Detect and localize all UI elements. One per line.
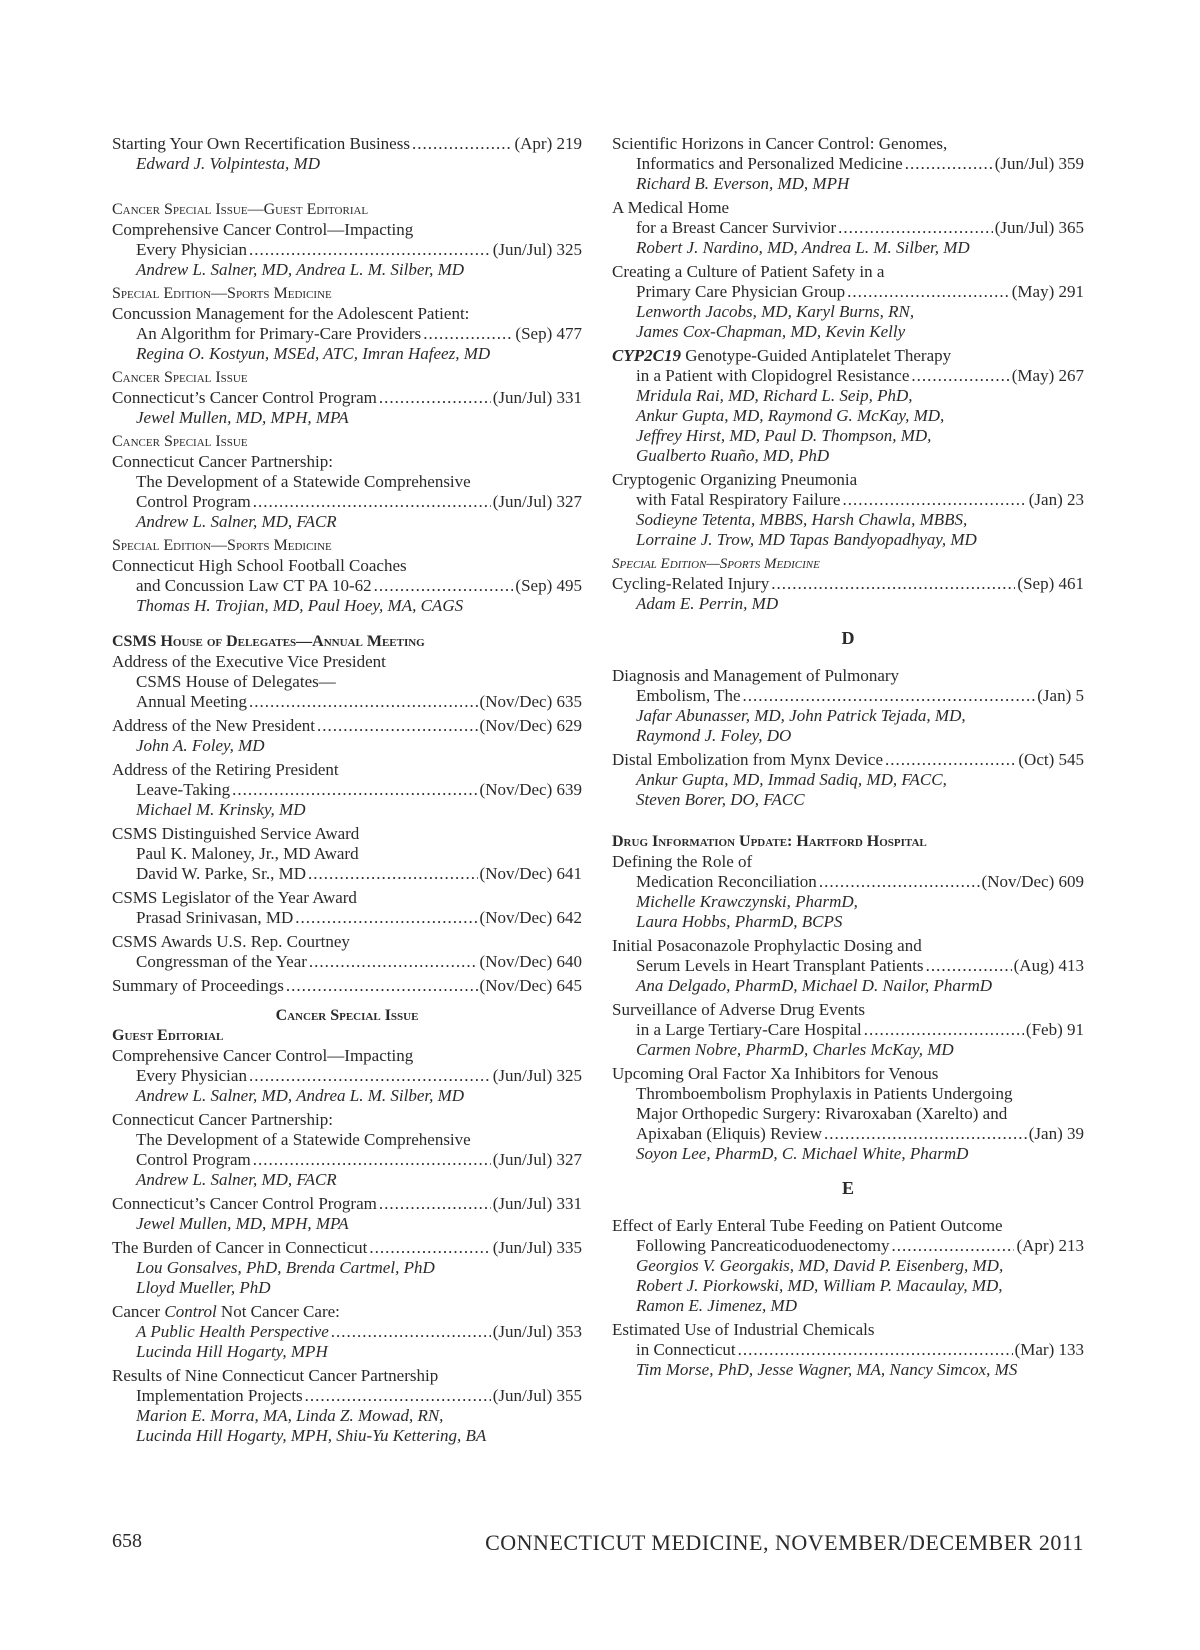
entry-title-cont: Paul K. Maloney, Jr., MD Award: [136, 844, 359, 863]
index-entry: [612, 346, 1084, 466]
index-entry: [612, 134, 1084, 194]
entry-title: Initial Posaconazole Prophylactic Dosing and: [612, 936, 922, 955]
index-entry: [612, 470, 1084, 550]
index-entry: [112, 716, 582, 756]
entry-authors: Laura Hobbs, PharmD, BCPS: [636, 912, 843, 931]
entry-title-cont: Congressman of the Year: [136, 952, 307, 971]
left-column: [112, 134, 582, 1450]
section-label: Cancer Special Issue: [112, 369, 248, 386]
entry-page: (Sep) 477: [515, 324, 582, 343]
section-label: Special Edition—Sports Medicine: [612, 556, 820, 572]
entry-authors: Raymond J. Foley, DO: [636, 726, 792, 745]
entry-title-cont: Implementation Projects: [136, 1386, 303, 1405]
entry-title-cont: An Algorithm for Primary-Care Providers: [136, 324, 422, 343]
entry-title: Address of the Retiring President: [112, 760, 339, 779]
entry-authors: Lenworth Jacobs, MD, Karyl Burns, RN,: [636, 302, 915, 321]
entry-authors: Mridula Rai, MD, Richard L. Seip, PhD,: [636, 386, 913, 405]
entry-authors: Sodieyne Tetenta, MBBS, Harsh Chawla, MBBS,: [636, 510, 968, 529]
entry-title: Effect of Early Enteral Tube Feeding on Patient Outcome: [612, 1216, 1003, 1235]
entry-title-cont: Leave-Taking: [136, 780, 231, 799]
entry-authors: Lloyd Mueller, PhD: [136, 1278, 271, 1297]
section-heading: CSMS House of Delegates—Annual Meeting: [112, 633, 425, 650]
entry-title: Concussion Management for the Adolescent Patient:: [112, 304, 470, 323]
entry-title-cont: Apixaban (Eliquis) Review: [636, 1124, 823, 1143]
entry-title-cont: in a Large Tertiary-Care Hospital: [636, 1020, 862, 1039]
entry-authors: Thomas H. Trojian, MD, Paul Hoey, MA, CAGS: [136, 596, 464, 615]
entry-title: A Medical Home: [612, 198, 730, 217]
index-entry: [612, 936, 1084, 996]
index-entry: [112, 652, 582, 712]
index-entry: [612, 852, 1084, 932]
entry-authors: Tim Morse, PhD, Jesse Wagner, MA, Nancy Simcox, MS: [636, 1360, 1018, 1379]
index-entry: [112, 1238, 582, 1298]
index-entry: [112, 932, 582, 972]
entry-authors: Richard B. Everson, MD, MPH: [636, 174, 850, 193]
entry-authors: Jewel Mullen, MD, MPH, MPA: [136, 1214, 349, 1233]
entry-title: Creating a Culture of Patient Safety in a: [612, 262, 885, 281]
entry-authors: Jeffrey Hirst, MD, Paul D. Thompson, MD,: [636, 426, 932, 445]
entry-title: Connecticut’s Cancer Control Program: [112, 1194, 377, 1213]
entry-page: (Nov/Dec) 629: [479, 716, 582, 735]
entry-page: (Jun/Jul) 365: [994, 218, 1084, 237]
entry-page: (Jan) 39: [1028, 1124, 1084, 1143]
entry-authors: Adam E. Perrin, MD: [636, 594, 779, 613]
index-entry: [112, 556, 582, 616]
index-entry: [112, 976, 582, 996]
entry-authors: Ramon E. Jimenez, MD: [636, 1296, 797, 1315]
entry-authors: Ankur Gupta, MD, Raymond G. McKay, MD,: [636, 406, 945, 425]
index-entry: [112, 304, 582, 364]
entry-page: (May) 291: [1011, 282, 1084, 301]
entry-authors: Lorraine J. Trow, MD Tapas Bandyopadhyay, MD: [636, 530, 977, 549]
entry-authors: Robert J. Nardino, MD, Andrea L. M. Silber, MD: [636, 238, 970, 257]
index-entry: [612, 750, 1084, 810]
entry-page: (Jun/Jul) 335: [492, 1238, 582, 1257]
entry-authors: John A. Foley, MD: [136, 736, 265, 755]
entry-page: (Nov/Dec) 640: [479, 952, 582, 971]
entry-title-cont: Thromboembolism Prophylaxis in Patients Undergoing: [636, 1084, 1013, 1103]
entry-title: Results of Nine Connecticut Cancer Partnership: [112, 1366, 439, 1385]
index-entry: [112, 134, 582, 174]
entry-authors: Lou Gonsalves, PhD, Brenda Cartmel, PhD: [136, 1258, 435, 1277]
entry-title-cont: Control Program: [136, 492, 251, 511]
entry-page: (Jan) 5: [1037, 686, 1084, 705]
section-label: Cancer Special Issue—Guest Editorial: [112, 201, 369, 218]
entry-page: (Feb) 91: [1025, 1020, 1084, 1039]
index-entry: [112, 452, 582, 532]
index-entry: [112, 888, 582, 928]
entry-page: (Nov/Dec) 642: [479, 908, 582, 927]
entry-title-cont: A Public Health Perspective: [136, 1322, 329, 1341]
entry-page: (Jun/Jul) 353: [492, 1322, 582, 1341]
entry-authors: Marion E. Morra, MA, Linda Z. Mowad, RN,: [136, 1406, 444, 1425]
index-entry: [112, 1110, 582, 1190]
entry-title: Comprehensive Cancer Control—Impacting: [112, 220, 414, 239]
entry-authors: Andrew L. Salner, MD, FACR: [136, 1170, 337, 1189]
entry-authors: Andrew L. Salner, MD, FACR: [136, 512, 337, 531]
entry-title: Scientific Horizons in Cancer Control: Genomes,: [612, 134, 948, 153]
entry-authors: Ana Delgado, PharmD, Michael D. Nailor, PharmD: [636, 976, 993, 995]
page-number: 658: [112, 1530, 142, 1552]
entry-page: (Jun/Jul) 325: [492, 1066, 582, 1085]
right-column: [612, 134, 1084, 1384]
entry-page: (Jun/Jul) 325: [492, 240, 582, 259]
letter-heading: E: [841, 1178, 854, 1198]
entry-title-cont: and Concussion Law CT PA 10-62: [136, 576, 372, 595]
index-entry: [612, 1000, 1084, 1060]
entry-title: Comprehensive Cancer Control—Impacting: [112, 1046, 414, 1065]
entry-title: Diagnosis and Management of Pulmonary: [612, 666, 900, 685]
entry-authors: Georgios V. Georgakis, MD, David P. Eisenberg, MD,: [636, 1256, 1004, 1275]
entry-page: (Jun/Jul) 327: [492, 1150, 582, 1169]
entry-page: (Apr) 213: [1016, 1236, 1084, 1255]
entry-authors: Andrew L. Salner, MD, Andrea L. M. Silber, MD: [136, 1086, 465, 1105]
entry-authors: Jafar Abunasser, MD, John Patrick Tejada, MD,: [636, 706, 966, 725]
entry-authors: Soyon Lee, PharmD, C. Michael White, PharmD: [636, 1144, 969, 1163]
entry-title-cont: Medication Reconciliation: [636, 872, 817, 891]
entry-title-cont: Major Orthopedic Surgery: Rivaroxaban (Xarelto) and: [636, 1104, 1008, 1123]
entry-title: Connecticut Cancer Partnership:: [112, 452, 333, 471]
section-label: Special Edition—Sports Medicine: [112, 285, 332, 302]
index-entry: [112, 824, 582, 884]
entry-authors: Robert J. Piorkowski, MD, William P. Macaulay, MD,: [636, 1276, 1003, 1295]
index-entry: [612, 198, 1084, 258]
entry-page: (Sep) 461: [1017, 574, 1084, 593]
entry-title: CYP2C19 Genotype-Guided Antiplatelet Therapy: [612, 346, 952, 365]
entry-authors: Ankur Gupta, MD, Immad Sadiq, MD, FACC,: [636, 770, 947, 789]
entry-title-cont: David W. Parke, Sr., MD: [136, 864, 306, 883]
entry-authors: Steven Borer, DO, FACC: [636, 790, 805, 809]
index-entry: [612, 1320, 1084, 1380]
section-heading: Cancer Special Issue: [275, 1007, 419, 1024]
entry-title-cont: The Development of a Statewide Comprehensive: [136, 1130, 471, 1149]
entry-authors: Edward J. Volpintesta, MD: [136, 154, 320, 173]
entry-page: (Nov/Dec) 635: [479, 692, 582, 711]
entry-title: Cryptogenic Organizing Pneumonia: [612, 470, 858, 489]
entry-authors: Michael M. Krinsky, MD: [136, 800, 306, 819]
entry-title: Address of the Executive Vice President: [112, 652, 386, 671]
entry-title: CSMS Legislator of the Year Award: [112, 888, 357, 907]
entry-page: (Nov/Dec) 639: [479, 780, 582, 799]
entry-page: (Apr) 219: [514, 134, 582, 153]
index-entry: [612, 1216, 1084, 1316]
section-heading: Drug Information Update: Hartford Hospital: [612, 833, 927, 850]
section-label: Cancer Special Issue: [112, 433, 248, 450]
entry-title-cont: The Development of a Statewide Comprehensive: [136, 472, 471, 491]
entry-page: (Jun/Jul) 355: [492, 1386, 582, 1405]
entry-title: Estimated Use of Industrial Chemicals: [612, 1320, 875, 1339]
entry-title: Surveillance of Adverse Drug Events: [612, 1000, 866, 1019]
index-entry: [112, 1046, 582, 1106]
entry-page: (Jun/Jul) 359: [994, 154, 1084, 173]
entry-title-cont: for a Breast Cancer Survivior: [636, 218, 837, 237]
entry-page: (Mar) 133: [1014, 1340, 1084, 1359]
index-entry: [612, 574, 1084, 614]
index-entry: [612, 262, 1084, 342]
entry-title-cont: Following Pancreaticoduodenectomy: [636, 1236, 890, 1255]
entry-title-cont: Control Program: [136, 1150, 251, 1169]
entry-title: Summary of Proceedings: [112, 976, 284, 995]
entry-title-cont: Every Physician: [136, 1066, 247, 1085]
entry-page: (Jun/Jul) 331: [492, 388, 582, 407]
entry-title: Connecticut’s Cancer Control Program: [112, 388, 377, 407]
entry-authors: Andrew L. Salner, MD, Andrea L. M. Silber, MD: [136, 260, 465, 279]
entry-title: Cancer Control Not Cancer Care:: [112, 1302, 340, 1321]
index-entry: [612, 666, 1084, 746]
entry-authors: Jewel Mullen, MD, MPH, MPA: [136, 408, 349, 427]
entry-title: Upcoming Oral Factor Xa Inhibitors for Venous: [612, 1064, 939, 1083]
entry-title: CSMS Distinguished Service Award: [112, 824, 360, 843]
index-entry: [112, 1302, 582, 1362]
entry-authors: Regina O. Kostyun, MSEd, ATC, Imran Hafeez, MD: [136, 344, 491, 363]
entry-title-cont: CSMS House of Delegates—: [136, 672, 336, 691]
index-entry: [112, 220, 582, 280]
entry-title-cont: Annual Meeting: [136, 692, 247, 711]
entry-title-cont: in Connecticut: [636, 1340, 736, 1359]
entry-title: CSMS Awards U.S. Rep. Courtney: [112, 932, 350, 951]
running-footer: CONNECTICUT MEDICINE, NOVEMBER/DECEMBER 2011: [485, 1530, 1084, 1555]
entry-title-cont: in a Patient with Clopidogrel Resistance: [636, 366, 910, 385]
entry-title: The Burden of Cancer in Connecticut: [112, 1238, 368, 1257]
entry-authors: Lucinda Hill Hogarty, MPH: [136, 1342, 328, 1361]
letter-heading: D: [841, 628, 855, 648]
entry-title: Connecticut High School Football Coaches: [112, 556, 407, 575]
index-entry: [612, 1064, 1084, 1164]
section-label: Special Edition—Sports Medicine: [112, 537, 332, 554]
entry-title-cont: Embolism, The: [636, 686, 741, 705]
entry-page: (Nov/Dec) 645: [479, 976, 582, 995]
entry-page: (May) 267: [1011, 366, 1084, 385]
entry-authors: Lucinda Hill Hogarty, MPH, Shiu-Yu Kettering, BA: [136, 1426, 487, 1445]
index-entry: [112, 760, 582, 820]
entry-authors: Gualberto Ruaño, MD, PhD: [636, 446, 830, 465]
entry-page: (Aug) 413: [1013, 956, 1084, 975]
entry-title: Connecticut Cancer Partnership:: [112, 1110, 333, 1129]
entry-title: Defining the Role of: [612, 852, 753, 871]
entry-page: (Oct) 545: [1018, 750, 1084, 769]
entry-title: Address of the New President: [112, 716, 316, 735]
entry-page: (Nov/Dec) 641: [479, 864, 582, 883]
index-entry: [112, 1366, 582, 1446]
entry-title-cont: Prasad Srinivasan, MD: [136, 908, 294, 927]
entry-title: Distal Embolization from Mynx Device: [612, 750, 883, 769]
entry-title-cont: Informatics and Personalized Medicine: [636, 154, 903, 173]
entry-authors: James Cox-Chapman, MD, Kevin Kelly: [636, 322, 906, 341]
entry-title-cont: Serum Levels in Heart Transplant Patients: [636, 956, 924, 975]
entry-page: (Jun/Jul) 331: [492, 1194, 582, 1213]
entry-title: Cycling-Related Injury: [612, 574, 770, 593]
index-entry: [112, 388, 582, 428]
entry-page: (Jun/Jul) 327: [492, 492, 582, 511]
entry-authors: Carmen Nobre, PharmD, Charles McKay, MD: [636, 1040, 954, 1059]
entry-page: (Nov/Dec) 609: [981, 872, 1084, 891]
entry-title-cont: with Fatal Respiratory Failure: [636, 490, 841, 509]
entry-title-cont: Primary Care Physician Group: [636, 282, 846, 301]
entry-page: (Sep) 495: [515, 576, 582, 595]
entry-title: Starting Your Own Recertification Business: [112, 134, 410, 153]
index-entry: [112, 1194, 582, 1234]
entry-authors: Michelle Krawczynski, PharmD,: [636, 892, 858, 911]
section-label: Guest Editorial: [112, 1027, 224, 1044]
entry-title-cont: Every Physician: [136, 240, 247, 259]
entry-page: (Jan) 23: [1028, 490, 1084, 509]
